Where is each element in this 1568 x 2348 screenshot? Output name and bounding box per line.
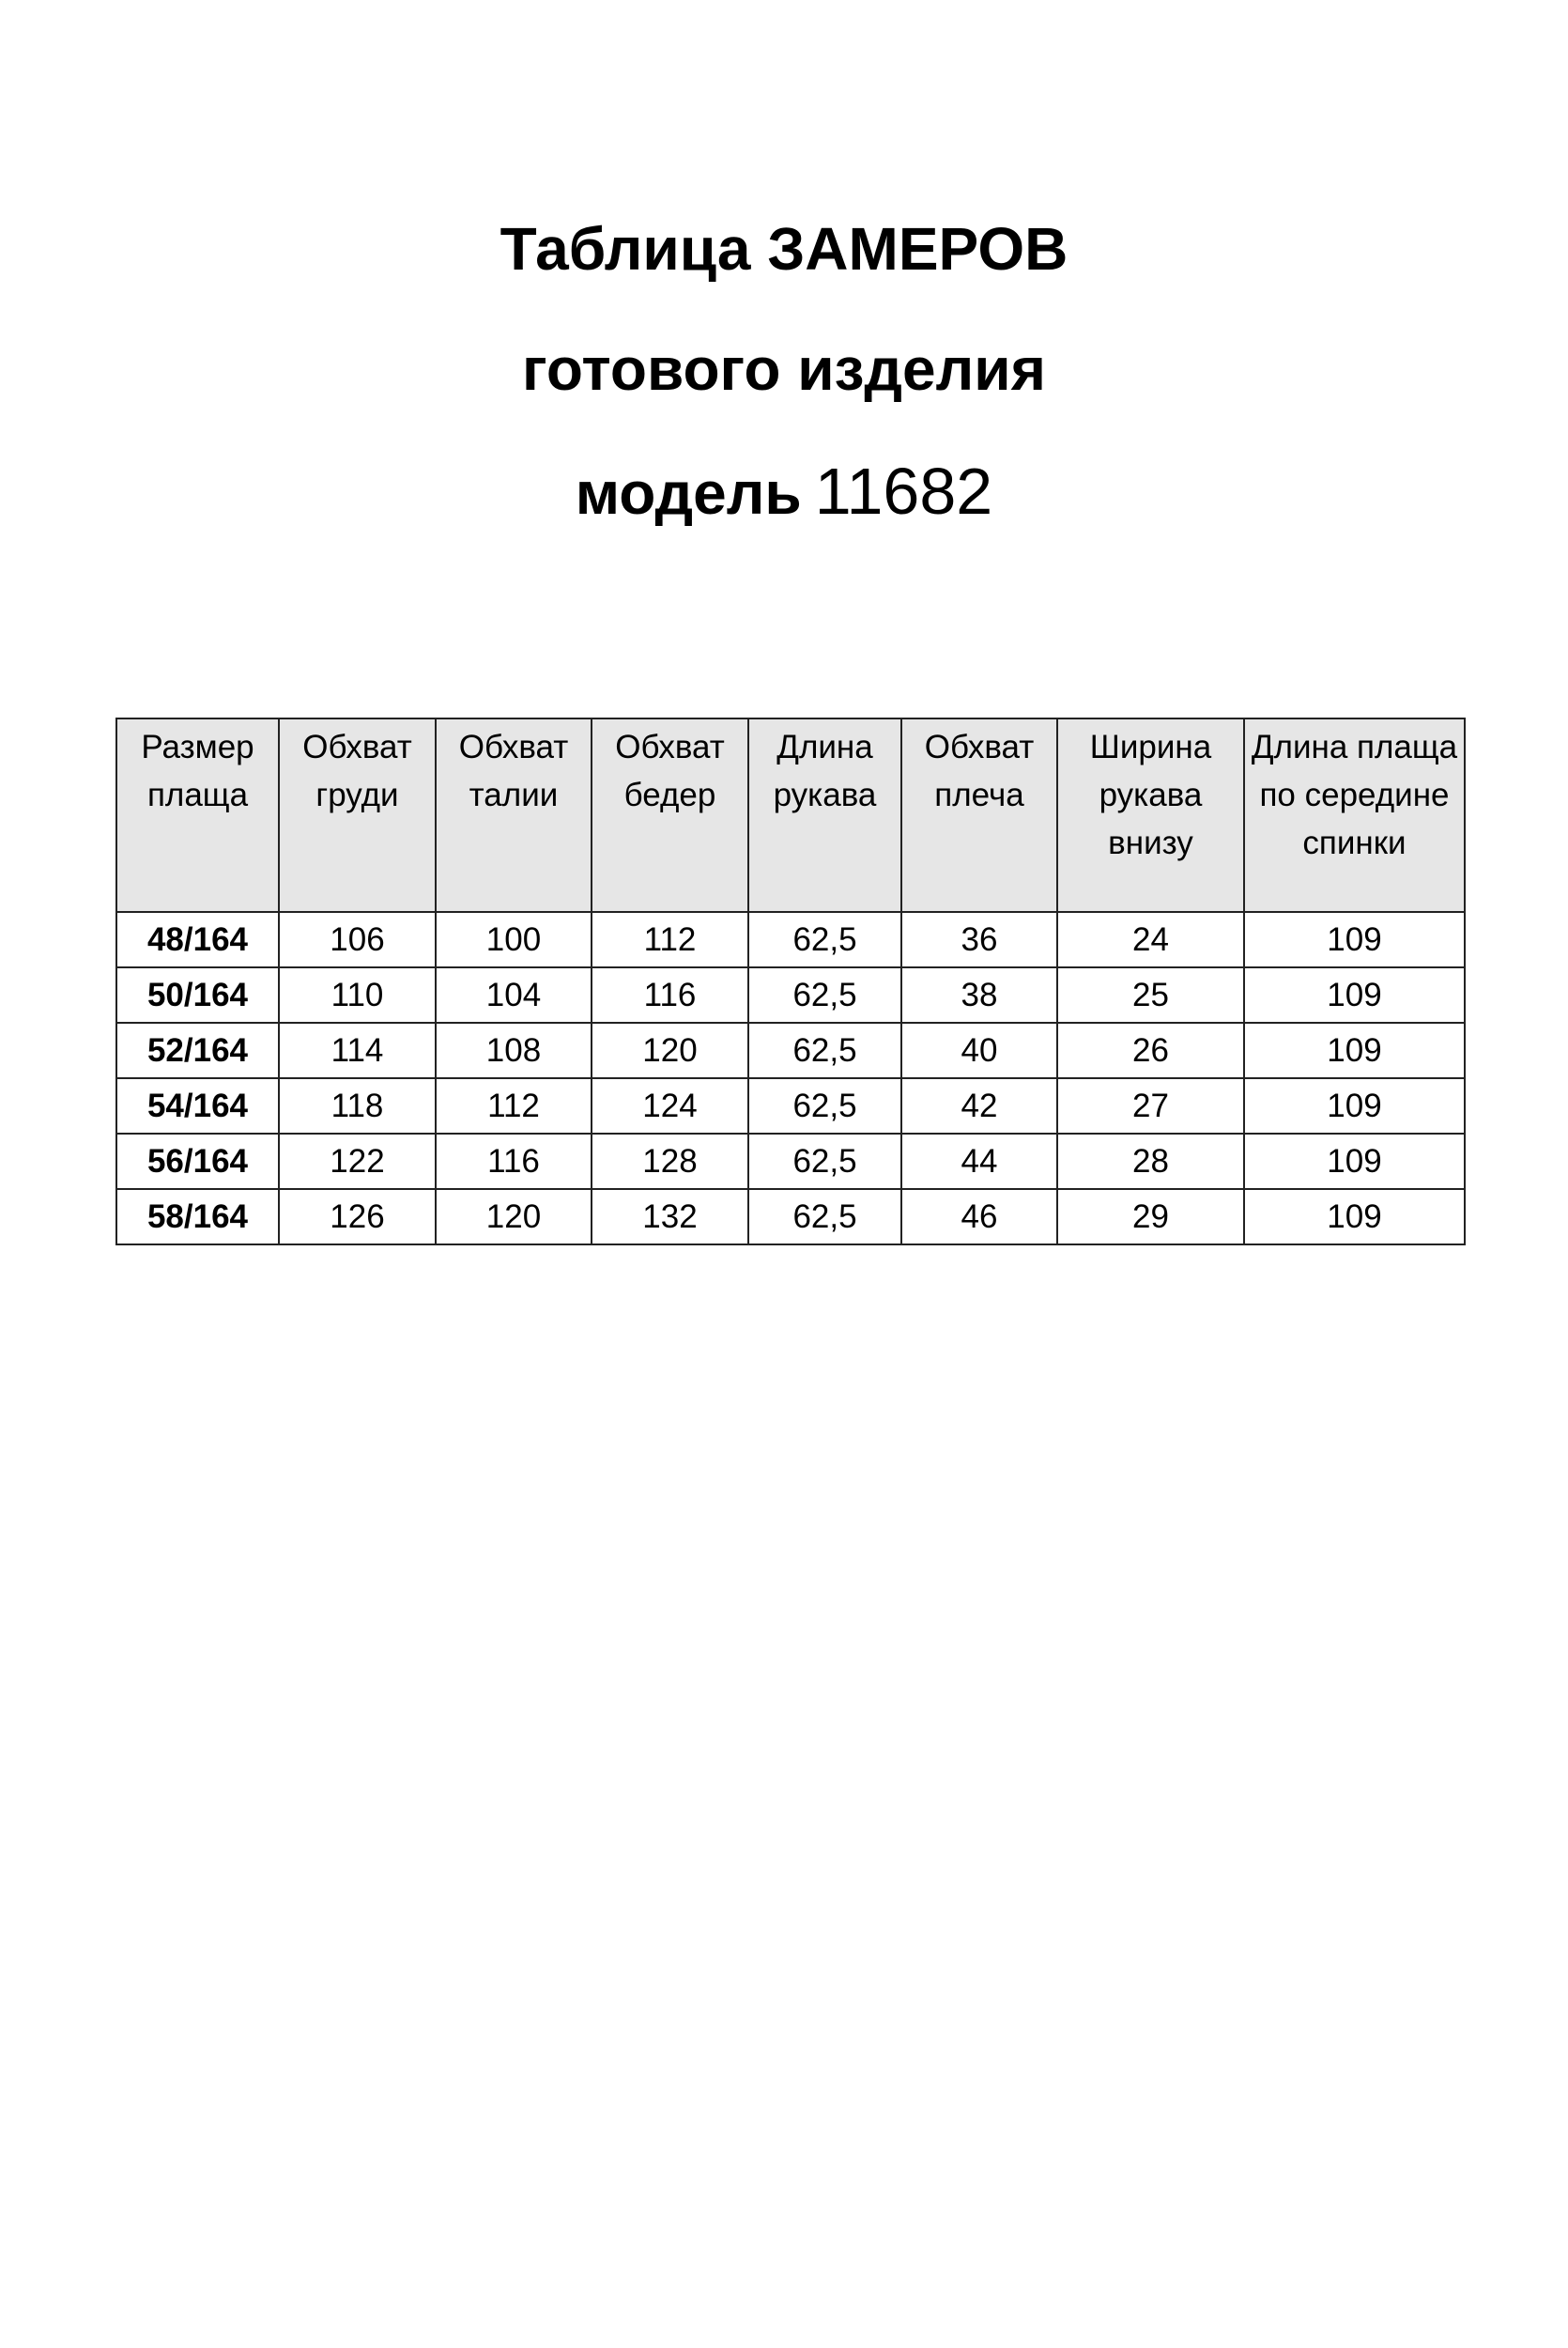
table-cell: 124 [592,1078,748,1134]
table-row [116,967,1465,1023]
header-sleeve-width: Ширина рукава внизу [1057,718,1244,912]
table-cell: 116 [436,1134,592,1189]
table-cell: 120 [592,1023,748,1078]
table-cell: 132 [592,1189,748,1244]
page-title: Таблица ЗАМЕРОВ [500,215,1068,283]
header-coat-length: Длина плаща по середине спинки [1244,718,1465,912]
table-cell: 120 [436,1189,592,1244]
table-cell: 29 [1057,1189,1244,1244]
table-cell: 38 [901,967,1057,1023]
header-waist: Обхват талии [436,718,592,912]
table-cell: 106 [279,912,436,967]
table-cell: 110 [279,967,436,1023]
table-cell: 42 [901,1078,1057,1134]
table-row [116,1189,1465,1244]
table-cell: 112 [436,1078,592,1134]
header-size: Размер плаща [116,718,279,912]
table-cell: 62,5 [748,1023,901,1078]
size-cell: 52/164 [116,1023,279,1078]
table-cell: 126 [279,1189,436,1244]
table-cell: 109 [1244,912,1465,967]
header-sleeve-length: Длина рукава [748,718,901,912]
table-cell: 62,5 [748,1189,901,1244]
size-cell: 48/164 [116,912,279,967]
size-cell: 50/164 [116,967,279,1023]
table-cell: 36 [901,912,1057,967]
table-cell: 62,5 [748,967,901,1023]
size-cell: 56/164 [116,1134,279,1189]
table-cell: 25 [1057,967,1244,1023]
table-cell: 122 [279,1134,436,1189]
table-cell: 28 [1057,1134,1244,1189]
table-cell: 109 [1244,1078,1465,1134]
size-cell: 54/164 [116,1078,279,1134]
table-cell: 109 [1244,967,1465,1023]
table-cell: 116 [592,967,748,1023]
table-cell: 114 [279,1023,436,1078]
table-cell: 112 [592,912,748,967]
header-hips: Обхват бедер [592,718,748,912]
table-cell: 44 [901,1134,1057,1189]
table-cell: 104 [436,967,592,1023]
model-number: 11682 [814,455,993,528]
header-chest: Обхват груди [279,718,436,912]
table-cell: 62,5 [748,912,901,967]
table-cell: 100 [436,912,592,967]
measurements-table [115,718,1466,1245]
table-row [116,1023,1465,1078]
table-row [116,1134,1465,1189]
table-cell: 27 [1057,1078,1244,1134]
table-row [116,1078,1465,1134]
table-cell: 24 [1057,912,1244,967]
table-row [116,912,1465,967]
table-cell: 46 [901,1189,1057,1244]
table-cell: 62,5 [748,1078,901,1134]
page-subtitle: готового изделия [522,335,1046,403]
table-cell: 109 [1244,1023,1465,1078]
size-cell: 58/164 [116,1189,279,1244]
table-cell: 108 [436,1023,592,1078]
table-header-row [116,718,1465,912]
table-cell: 109 [1244,1134,1465,1189]
table-cell: 118 [279,1078,436,1134]
table-cell: 128 [592,1134,748,1189]
header-shoulder: Обхват плеча [901,718,1057,912]
table-cell: 26 [1057,1023,1244,1078]
model-label: модель [575,459,802,527]
model-line [0,454,1568,529]
table-cell: 62,5 [748,1134,901,1189]
table-cell: 40 [901,1023,1057,1078]
table-cell: 109 [1244,1189,1465,1244]
